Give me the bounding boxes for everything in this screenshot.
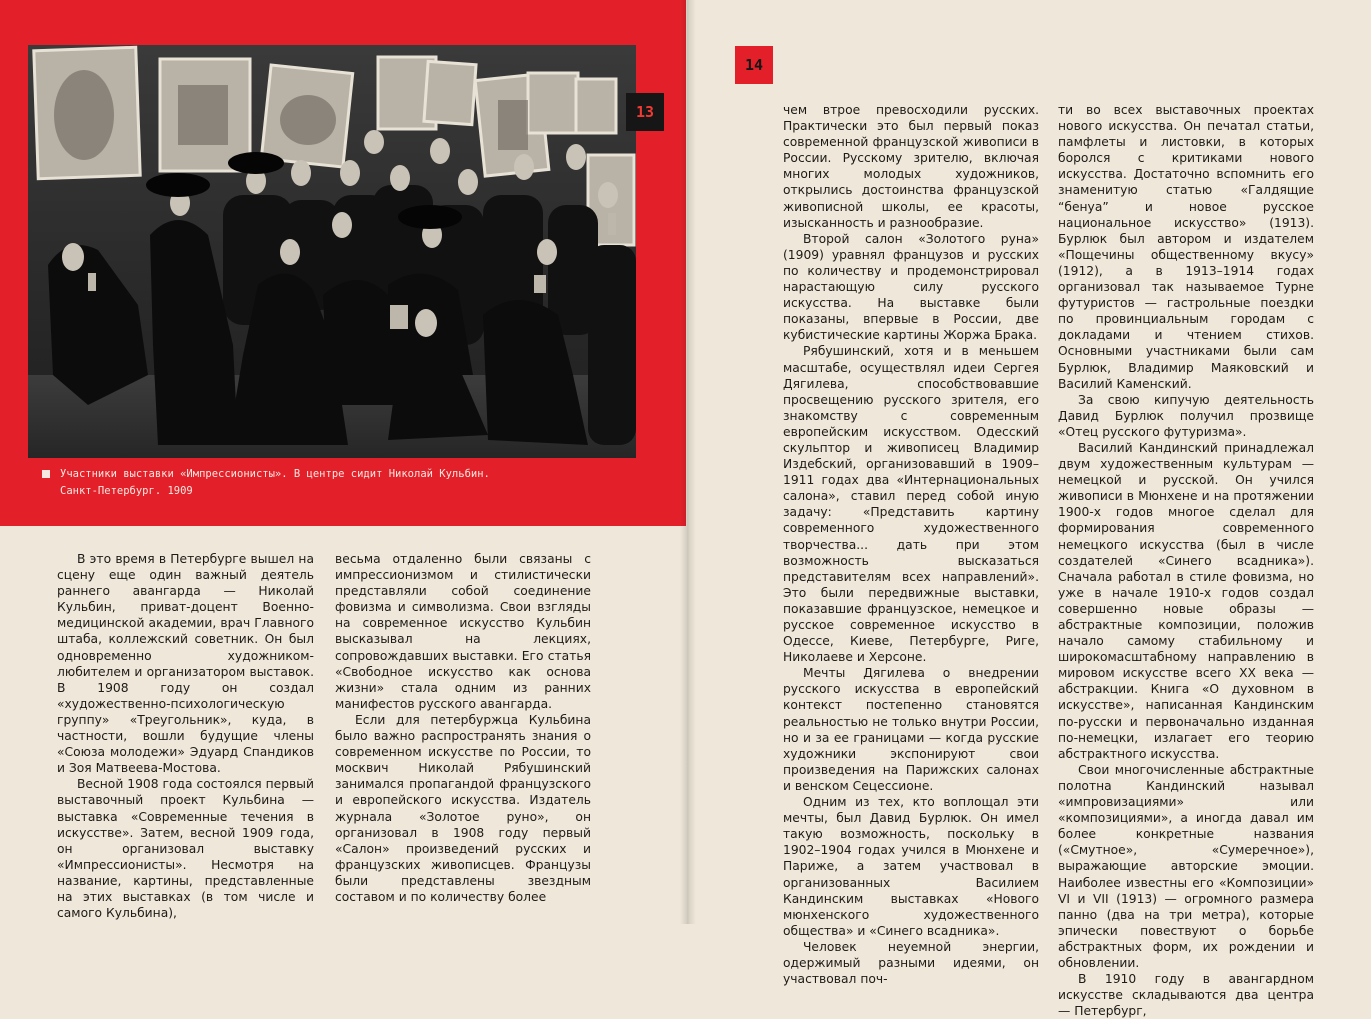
caption-bullet-icon — [42, 470, 50, 478]
paragraph: Второй салон «Золотого руна» (1909) уравнял французов и русских по количеству и продемонстрировал нарастающую силу русского искусства. На выставке были показаны, впервые в России, две кубистические картины Жоржа Брака. — [783, 231, 1039, 343]
paragraph: В это время в Петербурге вышел на сцену еще один важный деятель раннего авангарда — Николай Кульбин, приват-доцент Военно-медицинской академии, врач Главного штаба, коллежский советник. Он был одновременно художником-любителем и организатором выставок. В 1908 году он создал «художественно-психологическую группу» «Треугольник», куда, в частности, вошли будущие члены «Союза молодежи» Эдуард Спандиков и Зоя Матвеева-Мостова. — [57, 552, 314, 776]
paragraph: Василий Кандинский принадлежал двум художественным культурам — немецкой и русской. Он учился живописи в Мюнхене и на протяжении 1900-х годов многое сделал для формирования современного немецкого искусства (был в числе создателей «Синего всадника»). Сначала работал в стиле фовизма, но уже в начале 1910-х годов создал совершенно новые образы — абстрактные композиции, положив начало самому стабильному и широкомасштабному направлению в мировом искусстве всего XX века — абстракции. Книга «О духовном в искусстве», написанная Кандинским по-русски и первоначально изданная по-немецки, излагает его теорию абстрактного искусства. — [1058, 440, 1314, 761]
caption-line-1: Участники выставки «Импрессионисты». В центре сидит Николай Кульбин. — [60, 468, 490, 480]
photo-caption — [60, 466, 660, 500]
paragraph: Мечты Дягилева о внедрении русского искусства в европейский контекст постепенно становятся реальностью не только внутри России, но и за ее границами — когда русские художники экспонируют свои произведения на Парижских салонах и венском Сецессионе. — [783, 666, 1039, 793]
paragraph: Весной 1908 года состоялся первый выставочный проект Кульбина — выставка «Современные течения в искусстве». Затем, весной 1909 года, он организовал выставку «Импрессионисты». Несмотря на название, картины, представленные на этих выставках (в том числе и самого Кульбина), — [57, 777, 314, 921]
paragraph: За свою кипучую деятельность Давид Бурлюк получил прозвище «Отец русского футуризма». — [1058, 392, 1314, 439]
text-column-2 — [335, 551, 591, 905]
paragraph: Свои многочисленные абстрактные полотна Кандинский называл «импровизациями» или «композициями», а иногда давал им более конкретные названия («Смутное», «Сумеречное»), выражающие авторские эмоции. Наиболее известны его «Композиции» VI и VII (1913) — огромного размера панно (два на три метра), которые эпически повествуют о борьбе абстрактных форм, их рождении и обновлении. — [1058, 762, 1314, 970]
group-photograph — [28, 45, 655, 458]
paragraph: Рябушинский, хотя и в меньшем масштабе, осуществлял идеи Сергея Дягилева, способствовавшие просвещению русского зрителя, его знакомству с современным европейским искусством. Одесский скульптор и живописец Владимир Издебский, организовавший в 1909–1911 годах два «Интернациональных салона», ставил перед собой иную задачу: «Представить картину современного художественного творчества... дать при этом возможность высказаться представителям всех направлений». Это были передвижные выставки, показавшие французское, немецкое и русское современное искусство в Одессе, Киеве, Петербурге, Риге, Николаеве и Херсоне. — [783, 344, 1039, 665]
paragraph: Человек неуемной энергии, одержимый разными идеями, он участвовал поч- — [783, 939, 1039, 987]
text-column-3 — [783, 102, 1039, 987]
paragraph: весьма отдаленно были связаны с импрессионизмом и стилистически представляли собой соединение фовизма и символизма. Свои взгляды на современное искусство Кульбин высказывал на лекциях, сопровождавших выставки. Его статья «Свободное искусство как основа жизни» стала одним из ранних манифестов русского авангарда. — [335, 552, 591, 711]
photo-illustration — [28, 45, 636, 458]
caption-line-2: Санкт-Петербург. 1909 — [60, 485, 193, 497]
page-number-left: 13 — [626, 93, 664, 131]
paragraph: чем втрое превосходили русских. Практически это был первый показ современной французской живописи в России. Русскому зрителю, включая многих молодых художников, открылись достоинства французской живописной школы, ее красоты, изысканность и разнообразие. — [783, 103, 1039, 230]
paragraph: Одним из тех, кто воплощал эти мечты, был Давид Бурлюк. Он имел такую возможность, поскольку в 1902–1904 годах учился в Мюнхене и Париже, а затем участвовал в организованных Василием Кандинским выставках «Нового мюнхенского художественного общества» и «Синего всадника». — [783, 795, 1039, 938]
paragraph: ти во всех выставочных проектах нового искусства. Он печатал статьи, памфлеты и листовки, в которых боролся с критиками нового искусства. Достаточно вспомнить его знаменитую статью «Галдящие “бенуа” и новое русское национальное искусство» (1913). Бурлюк был автором и издателем «Пощечины общественному вкусу» (1912), а в 1913–1914 годах организовал так называемое Турне футуристов — гастрольные поездки по провинциальным городам с докладами и чтением стихов. Основными участниками были сам Бурлюк, Владимир Маяковский и Василий Каменский. — [1058, 103, 1314, 391]
page-number-right: 14 — [735, 46, 773, 84]
text-column-1 — [57, 551, 314, 921]
left-page — [0, 0, 686, 924]
paragraph: В 1910 году в авангардном искусстве складываются два центра — Петербург, — [1058, 972, 1314, 1019]
text-column-4 — [1058, 102, 1314, 1019]
paragraph: Если для петербуржца Кульбина было важно распространять знания о современном искусстве по России, то москвич Николай Рябушинский занимался пропагандой французского и европейского искусства. Издатель журнала «Золотое руно», он организовал в 1908 году первый «Салон» произведений русских и французских живописцев. Французы были представлены звездным составом и по количеству более — [335, 712, 591, 904]
